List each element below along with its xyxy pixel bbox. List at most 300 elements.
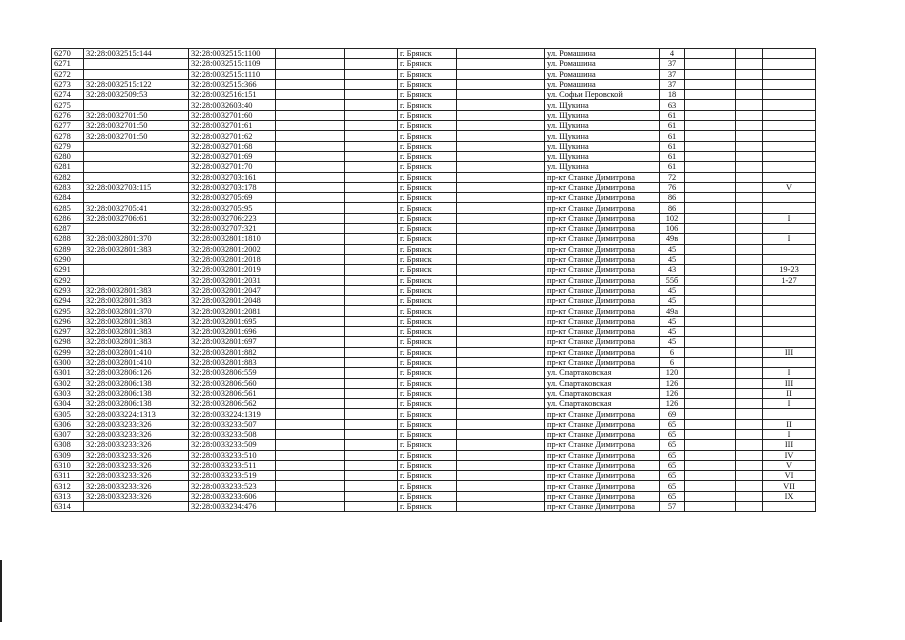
blank-cell: [345, 100, 398, 110]
blank-cell: [276, 450, 345, 460]
table-row: [52, 471, 816, 481]
house-number-cell: 45: [660, 316, 685, 326]
street-cell: ул. Спартаковская: [545, 378, 660, 388]
city-cell: г. Брянск: [398, 121, 457, 131]
blank-cell: [685, 347, 736, 357]
row-number-cell: 6297: [52, 327, 84, 337]
table-row: [52, 203, 816, 213]
blank-cell: [276, 213, 345, 223]
blank-cell: [736, 162, 763, 172]
house-number-cell: 37: [660, 69, 685, 79]
blank-cell: [457, 121, 545, 131]
row-number-cell: 6301: [52, 368, 84, 378]
premise-cell: I: [763, 399, 816, 409]
table-row: [52, 347, 816, 357]
blank-cell: [345, 327, 398, 337]
blank-cell: [345, 368, 398, 378]
parcel-number-cell: [84, 151, 189, 161]
table-row: [52, 69, 816, 79]
parcel-number-cell: 32:28:0032706:61: [84, 213, 189, 223]
parcel-number-cell: 32:28:0032701:50: [84, 110, 189, 120]
blank-cell: [276, 502, 345, 512]
street-cell: ул. Ромашина: [545, 79, 660, 89]
house-number-cell: 126: [660, 388, 685, 398]
blank-cell: [457, 234, 545, 244]
row-number-cell: 6305: [52, 409, 84, 419]
parcel-number-cell: 32:28:0032801:383: [84, 316, 189, 326]
blank-cell: [736, 100, 763, 110]
blank-cell: [345, 79, 398, 89]
parcel-number-cell: [84, 100, 189, 110]
object-number-cell: 32:28:0032801:2081: [189, 306, 276, 316]
city-cell: г. Брянск: [398, 409, 457, 419]
row-number-cell: 6308: [52, 440, 84, 450]
blank-cell: [736, 193, 763, 203]
row-number-cell: 6313: [52, 491, 84, 501]
blank-cell: [345, 347, 398, 357]
street-cell: пр-кт Станке Димитрова: [545, 450, 660, 460]
house-number-cell: 65: [660, 429, 685, 439]
table-row: [52, 49, 816, 59]
street-cell: ул. Щукина: [545, 131, 660, 141]
blank-cell: [276, 172, 345, 182]
blank-cell: [457, 491, 545, 501]
parcel-number-cell: [84, 69, 189, 79]
blank-cell: [457, 419, 545, 429]
house-number-cell: 45: [660, 337, 685, 347]
blank-cell: [345, 121, 398, 131]
blank-cell: [457, 471, 545, 481]
street-cell: пр-кт Станке Димитрова: [545, 429, 660, 439]
row-number-cell: 6270: [52, 49, 84, 59]
premise-cell: III: [763, 347, 816, 357]
row-number-cell: 6274: [52, 90, 84, 100]
blank-cell: [736, 131, 763, 141]
blank-cell: [685, 224, 736, 234]
premise-cell: IV: [763, 450, 816, 460]
blank-cell: [736, 316, 763, 326]
object-number-cell: 32:28:0032603:40: [189, 100, 276, 110]
premise-cell: [763, 172, 816, 182]
blank-cell: [457, 368, 545, 378]
row-number-cell: 6292: [52, 275, 84, 285]
table-row: [52, 224, 816, 234]
blank-cell: [276, 79, 345, 89]
house-number-cell: 65: [660, 460, 685, 470]
street-cell: ул. Щукина: [545, 162, 660, 172]
blank-cell: [457, 110, 545, 120]
house-number-cell: 45: [660, 296, 685, 306]
parcel-number-cell: 32:28:0033233:326: [84, 429, 189, 439]
parcel-number-cell: 32:28:0032705:41: [84, 203, 189, 213]
street-cell: ул. Спартаковская: [545, 368, 660, 378]
blank-cell: [345, 182, 398, 192]
blank-cell: [276, 110, 345, 120]
blank-cell: [457, 460, 545, 470]
house-number-cell: 86: [660, 193, 685, 203]
object-number-cell: 32:28:0032806:561: [189, 388, 276, 398]
street-cell: пр-кт Станке Димитрова: [545, 419, 660, 429]
parcel-number-cell: [84, 59, 189, 69]
parcel-number-cell: 32:28:0033233:326: [84, 481, 189, 491]
premise-cell: VII: [763, 481, 816, 491]
blank-cell: [736, 213, 763, 223]
row-number-cell: 6304: [52, 399, 84, 409]
house-number-cell: 61: [660, 151, 685, 161]
house-number-cell: 61: [660, 110, 685, 120]
parcel-number-cell: [84, 502, 189, 512]
blank-cell: [345, 285, 398, 295]
street-cell: пр-кт Станке Димитрова: [545, 213, 660, 223]
blank-cell: [457, 440, 545, 450]
blank-cell: [685, 141, 736, 151]
street-cell: пр-кт Станке Димитрова: [545, 440, 660, 450]
row-number-cell: 6290: [52, 254, 84, 264]
object-number-cell: 32:28:0033233:510: [189, 450, 276, 460]
table-row: [52, 285, 816, 295]
house-number-cell: 45: [660, 327, 685, 337]
house-number-cell: 18: [660, 90, 685, 100]
city-cell: г. Брянск: [398, 347, 457, 357]
street-cell: ул. Ромашина: [545, 49, 660, 59]
table-row: [52, 172, 816, 182]
blank-cell: [276, 368, 345, 378]
premise-cell: III: [763, 378, 816, 388]
house-number-cell: 61: [660, 141, 685, 151]
parcel-number-cell: 32:28:0033233:326: [84, 471, 189, 481]
table-row: [52, 234, 816, 244]
blank-cell: [457, 213, 545, 223]
parcel-number-cell: [84, 254, 189, 264]
blank-cell: [345, 90, 398, 100]
city-cell: г. Брянск: [398, 306, 457, 316]
city-cell: г. Брянск: [398, 502, 457, 512]
parcel-number-cell: 32:28:0032801:370: [84, 306, 189, 316]
table-row: [52, 337, 816, 347]
object-number-cell: 32:28:0032701:61: [189, 121, 276, 131]
premise-cell: [763, 296, 816, 306]
house-number-cell: 65: [660, 481, 685, 491]
object-number-cell: 32:28:0032705:69: [189, 193, 276, 203]
blank-cell: [457, 254, 545, 264]
object-number-cell: 32:28:0032703:161: [189, 172, 276, 182]
blank-cell: [276, 59, 345, 69]
table-row: [52, 491, 816, 501]
blank-cell: [345, 409, 398, 419]
city-cell: г. Брянск: [398, 429, 457, 439]
premise-cell: [763, 69, 816, 79]
object-number-cell: 32:28:0032701:60: [189, 110, 276, 120]
table-row: [52, 306, 816, 316]
blank-cell: [736, 429, 763, 439]
row-number-cell: 6314: [52, 502, 84, 512]
blank-cell: [736, 182, 763, 192]
house-number-cell: 126: [660, 399, 685, 409]
blank-cell: [276, 399, 345, 409]
city-cell: г. Брянск: [398, 49, 457, 59]
object-number-cell: 32:28:0033233:507: [189, 419, 276, 429]
blank-cell: [736, 368, 763, 378]
table-row: [52, 357, 816, 367]
blank-cell: [736, 357, 763, 367]
street-cell: пр-кт Станке Димитрова: [545, 172, 660, 182]
blank-cell: [457, 244, 545, 254]
city-cell: г. Брянск: [398, 481, 457, 491]
row-number-cell: 6296: [52, 316, 84, 326]
blank-cell: [276, 471, 345, 481]
object-number-cell: 32:28:0032516:151: [189, 90, 276, 100]
row-number-cell: 6312: [52, 481, 84, 491]
row-number-cell: 6286: [52, 213, 84, 223]
blank-cell: [345, 388, 398, 398]
blank-cell: [736, 285, 763, 295]
object-number-cell: 32:28:0032801:695: [189, 316, 276, 326]
street-cell: ул. Ромашина: [545, 59, 660, 69]
house-number-cell: 120: [660, 368, 685, 378]
object-number-cell: 32:28:0032515:1110: [189, 69, 276, 79]
blank-cell: [736, 337, 763, 347]
table-row: [52, 368, 816, 378]
table-row: [52, 141, 816, 151]
blank-cell: [736, 151, 763, 161]
row-number-cell: 6275: [52, 100, 84, 110]
blank-cell: [685, 131, 736, 141]
table-row: [52, 388, 816, 398]
house-number-cell: 45: [660, 254, 685, 264]
city-cell: г. Брянск: [398, 172, 457, 182]
city-cell: г. Брянск: [398, 296, 457, 306]
house-number-cell: 49а: [660, 306, 685, 316]
house-number-cell: 102: [660, 213, 685, 223]
table-row: [52, 440, 816, 450]
blank-cell: [276, 378, 345, 388]
blank-cell: [345, 450, 398, 460]
parcel-number-cell: 32:28:0032801:383: [84, 337, 189, 347]
premise-cell: [763, 100, 816, 110]
blank-cell: [457, 327, 545, 337]
city-cell: г. Брянск: [398, 440, 457, 450]
blank-cell: [345, 378, 398, 388]
premise-cell: II: [763, 419, 816, 429]
blank-cell: [736, 59, 763, 69]
street-cell: пр-кт Станке Димитрова: [545, 244, 660, 254]
object-number-cell: 32:28:0032701:68: [189, 141, 276, 151]
blank-cell: [685, 450, 736, 460]
parcel-number-cell: 32:28:0033233:326: [84, 419, 189, 429]
table-row: [52, 254, 816, 264]
premise-cell: [763, 162, 816, 172]
blank-cell: [685, 429, 736, 439]
table-row: [52, 213, 816, 223]
table-row: [52, 327, 816, 337]
blank-cell: [736, 327, 763, 337]
blank-cell: [276, 182, 345, 192]
blank-cell: [457, 100, 545, 110]
blank-cell: [457, 265, 545, 275]
row-number-cell: 6293: [52, 285, 84, 295]
parcel-number-cell: 32:28:0032701:50: [84, 131, 189, 141]
table-row: [52, 502, 816, 512]
parcel-number-cell: 32:28:0032801:383: [84, 285, 189, 295]
parcel-number-cell: [84, 141, 189, 151]
street-cell: пр-кт Станке Димитрова: [545, 203, 660, 213]
blank-cell: [736, 254, 763, 264]
blank-cell: [685, 162, 736, 172]
blank-cell: [276, 419, 345, 429]
parcel-number-cell: [84, 265, 189, 275]
blank-cell: [685, 213, 736, 223]
premise-cell: I: [763, 234, 816, 244]
object-number-cell: 32:28:0033233:508: [189, 429, 276, 439]
blank-cell: [457, 378, 545, 388]
table-body: [52, 49, 816, 512]
house-number-cell: 65: [660, 491, 685, 501]
parcel-number-cell: [84, 172, 189, 182]
street-cell: пр-кт Станке Димитрова: [545, 265, 660, 275]
street-cell: пр-кт Станке Димитрова: [545, 285, 660, 295]
city-cell: г. Брянск: [398, 151, 457, 161]
house-number-cell: 45: [660, 244, 685, 254]
blank-cell: [685, 296, 736, 306]
table-row: [52, 378, 816, 388]
premise-cell: [763, 357, 816, 367]
object-number-cell: 32:28:0032706:223: [189, 213, 276, 223]
row-number-cell: 6272: [52, 69, 84, 79]
blank-cell: [345, 213, 398, 223]
row-number-cell: 6282: [52, 172, 84, 182]
blank-cell: [457, 409, 545, 419]
blank-cell: [736, 296, 763, 306]
table-row: [52, 450, 816, 460]
premise-cell: [763, 121, 816, 131]
row-number-cell: 6288: [52, 234, 84, 244]
row-number-cell: 6271: [52, 59, 84, 69]
row-number-cell: 6303: [52, 388, 84, 398]
parcel-number-cell: 32:28:0032515:144: [84, 49, 189, 59]
street-cell: ул. Щукина: [545, 141, 660, 151]
blank-cell: [457, 450, 545, 460]
blank-cell: [685, 121, 736, 131]
blank-cell: [276, 162, 345, 172]
blank-cell: [736, 90, 763, 100]
house-number-cell: 6: [660, 347, 685, 357]
blank-cell: [736, 306, 763, 316]
blank-cell: [345, 471, 398, 481]
parcel-number-cell: 32:28:0032801:410: [84, 357, 189, 367]
blank-cell: [276, 49, 345, 59]
table-row: [52, 481, 816, 491]
blank-cell: [736, 502, 763, 512]
parcel-number-cell: 32:28:0033233:326: [84, 491, 189, 501]
parcel-number-cell: [84, 224, 189, 234]
row-number-cell: 6302: [52, 378, 84, 388]
city-cell: г. Брянск: [398, 399, 457, 409]
table-row: [52, 110, 816, 120]
table-row: [52, 316, 816, 326]
blank-cell: [685, 327, 736, 337]
row-number-cell: 6277: [52, 121, 84, 131]
blank-cell: [685, 69, 736, 79]
premise-cell: [763, 193, 816, 203]
parcel-number-cell: 32:28:0033233:326: [84, 460, 189, 470]
blank-cell: [736, 409, 763, 419]
object-number-cell: 32:28:0032806:562: [189, 399, 276, 409]
blank-cell: [736, 347, 763, 357]
city-cell: г. Брянск: [398, 388, 457, 398]
city-cell: г. Брянск: [398, 285, 457, 295]
object-number-cell: 32:28:0032515:1100: [189, 49, 276, 59]
page-edge-mark: [0, 560, 2, 622]
blank-cell: [736, 440, 763, 450]
house-number-cell: 106: [660, 224, 685, 234]
premise-cell: [763, 90, 816, 100]
street-cell: пр-кт Станке Димитрова: [545, 306, 660, 316]
blank-cell: [345, 265, 398, 275]
house-number-cell: 37: [660, 79, 685, 89]
blank-cell: [345, 172, 398, 182]
row-number-cell: 6273: [52, 79, 84, 89]
premise-cell: [763, 254, 816, 264]
blank-cell: [685, 440, 736, 450]
row-number-cell: 6295: [52, 306, 84, 316]
row-number-cell: 6283: [52, 182, 84, 192]
blank-cell: [457, 285, 545, 295]
blank-cell: [345, 131, 398, 141]
house-number-cell: 61: [660, 131, 685, 141]
table-row: [52, 121, 816, 131]
blank-cell: [345, 460, 398, 470]
blank-cell: [685, 193, 736, 203]
row-number-cell: 6306: [52, 419, 84, 429]
blank-cell: [345, 481, 398, 491]
house-number-cell: 37: [660, 59, 685, 69]
premise-cell: I: [763, 213, 816, 223]
row-number-cell: 6280: [52, 151, 84, 161]
city-cell: г. Брянск: [398, 244, 457, 254]
row-number-cell: 6279: [52, 141, 84, 151]
blank-cell: [685, 182, 736, 192]
object-number-cell: 32:28:0032701:69: [189, 151, 276, 161]
street-cell: пр-кт Станке Димитрова: [545, 234, 660, 244]
street-cell: пр-кт Станке Димитрова: [545, 254, 660, 264]
city-cell: г. Брянск: [398, 460, 457, 470]
blank-cell: [276, 244, 345, 254]
object-number-cell: 32:28:0032806:559: [189, 368, 276, 378]
premise-cell: [763, 285, 816, 295]
blank-cell: [276, 491, 345, 501]
table-row: [52, 100, 816, 110]
premise-cell: [763, 306, 816, 316]
blank-cell: [345, 429, 398, 439]
blank-cell: [457, 275, 545, 285]
city-cell: г. Брянск: [398, 327, 457, 337]
table-row: [52, 409, 816, 419]
blank-cell: [457, 481, 545, 491]
blank-cell: [345, 440, 398, 450]
row-number-cell: 6300: [52, 357, 84, 367]
premise-cell: IX: [763, 491, 816, 501]
blank-cell: [685, 234, 736, 244]
blank-cell: [276, 296, 345, 306]
city-cell: г. Брянск: [398, 203, 457, 213]
object-number-cell: 32:28:0033233:523: [189, 481, 276, 491]
object-number-cell: 32:28:0033233:519: [189, 471, 276, 481]
blank-cell: [736, 234, 763, 244]
blank-cell: [685, 368, 736, 378]
object-number-cell: 32:28:0033233:606: [189, 491, 276, 501]
house-number-cell: 43: [660, 265, 685, 275]
blank-cell: [685, 357, 736, 367]
